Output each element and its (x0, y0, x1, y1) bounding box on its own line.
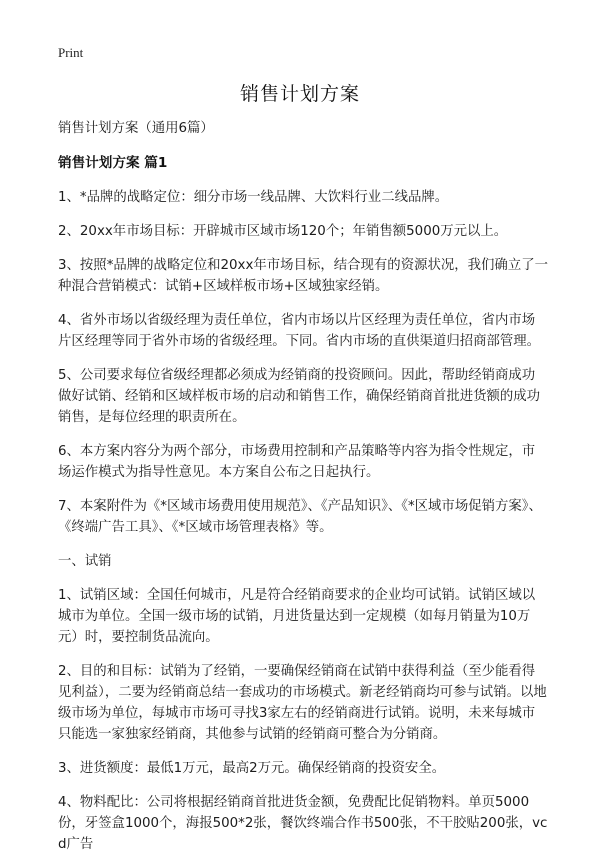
paragraph: 1、试销区域：全国任何城市，凡是符合经销商要求的企业均可试销。试销区域以城市为单位。全国一级市场的试销，月进货量达到一定规模（如每月销量为10万元）时，要控制货品流向。 (58, 588, 536, 645)
paragraph: 7、本案附件为《*区域市场费用使用规范》、《产品知识》、《*区域市场促销方案》、《终端广告工具》、《*区域市场管理表格》等。 (58, 499, 542, 535)
section-subheading: 一、试销 (58, 554, 112, 569)
paragraph: 4、物料配比：公司将根据经销商首批进货金额，免费配比促销物料。单页5000份，牙签盒1000个，海报500*2张，餐饮终端合作书500张，不干胶贴200张，vcd广告 (58, 795, 548, 852)
paragraph: 6、本方案内容分为两个部分，市场费用控制和产品策略等内容为指令性规定，市场运作模式为指导性意见。本方案自公布之日起执行。 (58, 444, 536, 480)
paragraph: 3、按照*品牌的战略定位和20xx年市场目标，结合现有的资源状况，我们确立了一种混合营销模式：试销+区域样板市场+区域独家经销。 (58, 258, 548, 294)
print-label: Print (58, 45, 84, 60)
paragraph: 4、省外市场以省级经理为责任单位，省内市场以片区经理为责任单位，省内市场片区经理等同于省外市场的省级经理。下同。省内市场的直供渠道归招商部管理。 (58, 313, 541, 349)
paragraph: 1、*品牌的战略定位：细分市场一线品牌、大饮料行业二线品牌。 (58, 190, 449, 205)
paragraph: 3、进货额度：最低1万元，最高2万元。确保经销商的投资安全。 (58, 761, 446, 776)
paragraph: 2、20xx年市场目标：开辟城市区域市场120个；年销售额5000万元以上。 (58, 224, 508, 239)
paragraph: 5、公司要求每位省级经理都必须成为经销商的投资顾问。因此，帮助经销商成功做好试销、经销和区域样板市场的启动和销售工作，确保经销商首批进货额的成功销售，是每位经理的职责所在。 (58, 368, 541, 425)
page-title: 销售计划方案 (239, 83, 360, 105)
paragraph: 2、目的和目标：试销为了经销，一要确保经销商在试销中获得利益（至少能看得见利益），二要为经销商总结一套成功的市场模式。新老经销商均可参与试销。以地级市场为单位，每城市市场可寻找3家左右的经销商进行试销。说明，未来每城市只能选一家独家经销商，其他参与试销的经销商可整合为分销商。 (58, 664, 547, 742)
section-heading: 销售计划方案 篇1 (58, 155, 168, 171)
document-subtitle: 销售计划方案（通用6篇） (58, 121, 214, 136)
document-body (58, 118, 548, 868)
